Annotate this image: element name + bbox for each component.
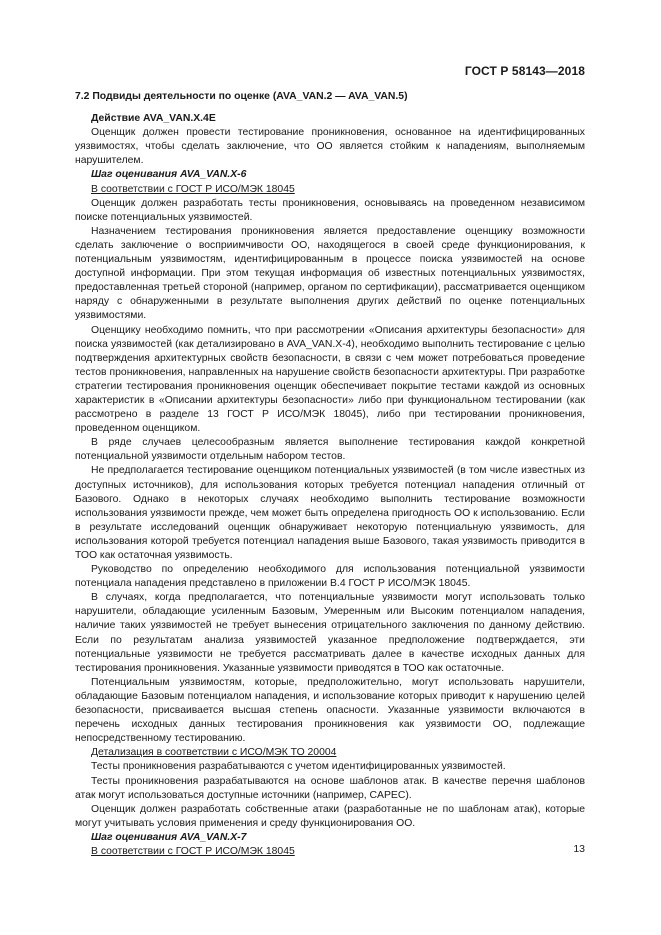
section-title: 7.2 Подвиды деятельности по оценке (AVA_VAN.2 — AVA_VAN.5): [75, 91, 408, 102]
paragraph: Тесты проникновения разрабатываются на основе шаблонов атак. В качестве перечня шаблонов атак могут использоваться доступные источники (например, CAPEC).: [75, 775, 585, 801]
paragraph: Оценщик должен разработать тесты проникновения, основываясь на проведенном независимом поиске потенциальных уязвимостей.: [75, 197, 585, 223]
paragraph: Оценщик должен разработать собственные атаки (разработанные не по шаблонам атак), которые могут учитывать условия применения и среду функционирования ОО.: [75, 803, 585, 829]
reference-line: В соответствии с ГОСТ Р ИСО/МЭК 18045: [91, 183, 295, 195]
paragraph: Потенциальным уязвимостям, которые, предположительно, могут использовать нарушители, обладающие Базовым потенциалом нападения, и использование которых приводит к нарушению целей безопасности, присваивается высшая степень опасности. Указанные уязвимости включаются в перечень исходных данных тестирования проникновения как уязвимости ОО, подлежащие непосредственному тестированию.: [75, 676, 585, 745]
paragraph: В ряде случаев целесообразным является выполнение тестирования каждой конкретной потенциальной уязвимости отдельным набором тестов.: [75, 437, 585, 463]
evaluation-step-title: Шаг оценивания AVA_VAN.X-6: [91, 169, 247, 181]
paragraph: Не предполагается тестирование оценщиком потенциальных уязвимостей (в том числе известных из доступных источников), для использования которых требуется потенциал нападения отличный от Базового. Однако в некоторых случаях необходимо выполнить тестирование возможности использования уязвимости прежде, чем может быть определена пригодность ОО к использованию. Если в результате исследований оценщик обнаруживает некоторую потенциальную уязвимость, для использования которой требуется потенциал нападения выше Базового, такая уязвимость приводится в ТОО как остаточная уязвимость.: [75, 465, 585, 561]
paragraph: Тесты проникновения разрабатываются с учетом идентифицированных уязвимостей.: [91, 761, 506, 773]
paragraph: Назначением тестирования проникновения является предоставление оценщику возможности сделать заключение о восприимчивости ОО, находящегося в своей среде функционирования, к потенциальным уязвимостям, идентифицированным в процессе поиска уязвимостей на основе доступной информации. При этом текущая информация об известных потенциальных уязвимостях, предоставленная третьей стороной (например, органом по сертификации), рассматривается оценщиком наряду с обнаруженными в результате выполнения других действий по оценке потенциальных уязвимостями.: [75, 225, 585, 322]
text-blocks: [75, 126, 585, 859]
document-id-header: ГОСТ Р 58143—2018: [464, 64, 585, 78]
page-content: [75, 90, 585, 859]
page-number: 13: [573, 843, 585, 855]
paragraph: Руководство по определению необходимого для использования потенциальной уязвимости потенциала нападения представлено в приложении В.4 ГОСТ Р ИСО/МЭК 18045.: [75, 564, 585, 590]
reference-line: Детализация в соответствии с ИСО/МЭК ТО 20004: [91, 747, 337, 759]
reference-line: В соответствии с ГОСТ Р ИСО/МЭК 18045: [91, 845, 295, 857]
paragraph: Оценщику необходимо помнить, что при рассмотрении «Описания архитектуры безопасности» для поиска уязвимостей (как детализировано в AVA_VAN.X-4), необходимо выполнить тестирование с целью подтверждения архитектурных свойств безопасности, в связи с чем может потребоваться проведение тестов проникновения, направленных на нарушение свойств безопасности архитектуры. При разработке стратегии тестирования проникновения оценщик обеспечивает покрытие тестами каждой из основных характеристик в «Описании архитектуры безопасности» либо при функциональном тестировании (как рассмотрено в разделе 13 ГОСТ Р ИСО/МЭК 18045), либо при тестировании проникновения, проведенном оценщиком.: [75, 324, 585, 435]
action-title: Действие AVA_VAN.X.4E: [91, 113, 216, 125]
paragraph: В случаях, когда предполагается, что потенциальные уязвимости могут использовать только нарушители, обладающие усиленным Базовым, Умеренным или Высоким потенциалом нападения, наличие таких уязвимостей не требует вынесения отрицательного заключения по данному действию. Если по результатам анализа уязвимостей указанное предположение подтверждается, эти потенциальные уязвимости не требуется рассматривать далее в качестве исходных данных для тестирования проникновения. Указанные уязвимости приводятся в ТОО как остаточные.: [75, 592, 585, 674]
paragraph: Оценщик должен провести тестирование проникновения, основанное на идентифицированных уязвимостях, чтобы сделать заключение, что ОО является стойким к нападениям, выполняемым нарушителем.: [75, 127, 585, 167]
evaluation-step-title: Шаг оценивания AVA_VAN.X-7: [91, 831, 247, 843]
